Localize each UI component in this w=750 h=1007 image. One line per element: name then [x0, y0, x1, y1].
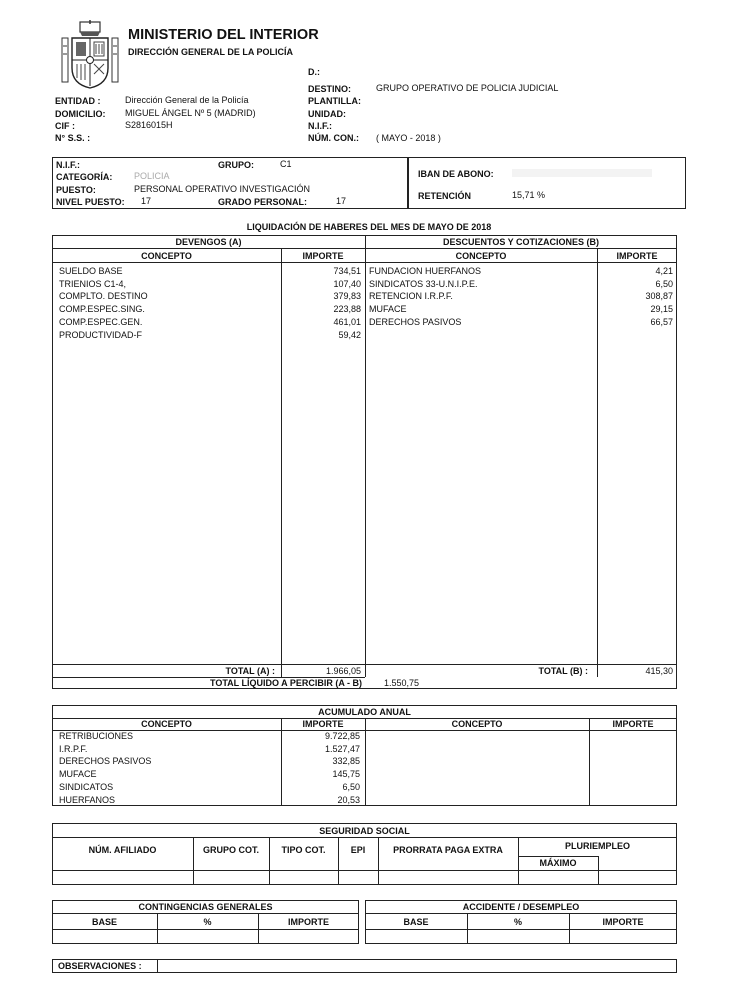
num-afiliado-header: NÚM. AFILIADO	[88, 845, 157, 855]
table-row-importe: 1.527,47	[324, 743, 360, 754]
descuentos-concepto-header: CONCEPTO	[455, 251, 507, 261]
grupo-cot-header: GRUPO COT.	[202, 845, 259, 855]
destino-label: DESTINO:	[308, 84, 352, 94]
maximo-header: MÁXIMO	[539, 858, 577, 868]
table-row-importe: 145,75	[332, 769, 360, 780]
descuentos-importe-header: IMPORTE	[616, 251, 658, 261]
grado-value: 17	[336, 196, 347, 206]
accidente-importe-header: IMPORTE	[602, 917, 644, 927]
table-row-concepto: HUERFANOS	[59, 794, 116, 805]
table-row-concepto: MUFACE	[369, 304, 407, 315]
table-row-importe: 332,85	[332, 756, 360, 767]
acumulado-concepto-header-2: CONCEPTO	[451, 719, 503, 729]
table-row-concepto: TRIENIOS C1-4,	[59, 278, 127, 289]
total-b-value: 415,30	[645, 666, 673, 676]
table-row-concepto: DERECHOS PASIVOS	[369, 316, 462, 327]
contingencias-title: CONTINGENCIAS GENERALES	[138, 902, 273, 912]
puesto-value: PERSONAL OPERATIVO INVESTIGACIÓN	[134, 184, 311, 194]
table-row-importe: 29,15	[650, 304, 673, 315]
iban-redacted	[512, 169, 652, 177]
table-row-concepto: RETENCION I.R.P.F.	[369, 291, 453, 302]
ministry-title: MINISTERIO DEL INTERIOR	[128, 27, 319, 43]
table-row-concepto: FUNDACION HUERFANOS	[369, 266, 482, 276]
d-label: D.:	[308, 67, 320, 77]
prorrata-header: PRORRATA PAGA EXTRA	[393, 845, 503, 855]
iban-label: IBAN DE ABONO:	[418, 169, 494, 179]
acumulado-importe-header: IMPORTE	[302, 719, 344, 729]
accidente-base-header: BASE	[403, 917, 429, 927]
acumulado-importe-header-2: IMPORTE	[612, 719, 654, 729]
table-row-importe: 379,83	[333, 291, 361, 302]
table-row-concepto: COMP.ESPEC.SING.	[59, 304, 145, 315]
devengos-importe-header: IMPORTE	[302, 251, 344, 261]
employee-nif-label: N.I.F.:	[56, 160, 80, 170]
accidente-pct-header: %	[513, 917, 522, 927]
contingencias-pct-header: %	[203, 917, 212, 927]
epi-header: EPI	[350, 845, 366, 855]
numcon-value: ( MAYO - 2018 )	[376, 133, 441, 143]
bank-box	[408, 157, 686, 209]
categoria-label: CATEGORÍA:	[56, 172, 113, 182]
contingencias-importe-header: IMPORTE	[287, 917, 329, 927]
unidad-label: UNIDAD:	[308, 109, 346, 119]
table-row-importe: 223,88	[333, 304, 361, 315]
plantilla-label: PLANTILLA:	[308, 96, 361, 106]
table-row-concepto: SINDICATOS	[59, 781, 114, 792]
header-nif-label: N.I.F.:	[308, 121, 332, 131]
numcon-label: NÚM. CON.:	[308, 133, 359, 143]
table-row-concepto: DERECHOS PASIVOS	[59, 756, 152, 767]
table-row-importe: 66,57	[650, 316, 673, 327]
cif-label: CIF :	[55, 121, 75, 131]
total-a-value: 1.966,05	[325, 666, 361, 676]
table-row-importe: 461,01	[333, 316, 361, 327]
total-a-label: TOTAL (A) :	[225, 666, 275, 676]
total-b-label: TOTAL (B) :	[538, 666, 588, 676]
table-row-concepto: MUFACE	[59, 769, 97, 780]
direction-title: DIRECCIÓN GENERAL DE LA POLICÍA	[128, 47, 294, 57]
observaciones-box	[52, 959, 677, 973]
retencion-value: 15,71 %	[512, 190, 546, 200]
table-row-concepto: RETRIBUCIONES	[59, 731, 134, 741]
devengos-concepto-header: CONCEPTO	[141, 251, 192, 261]
accidente-title: ACCIDENTE / DESEMPLEO	[462, 902, 580, 912]
table-row-importe: 9.722,85	[324, 731, 360, 741]
coat-of-arms-icon	[58, 20, 122, 90]
table-row-importe: 4,21	[655, 266, 673, 276]
table-row-importe: 734,51	[333, 266, 361, 276]
liquido-value: 1.550,75	[384, 678, 420, 688]
table-row-concepto: SINDICATOS 33-U.N.I.P.E.	[369, 278, 478, 289]
categoria-value: POLICIA	[134, 171, 170, 181]
seguridad-title: SEGURIDAD SOCIAL	[319, 826, 410, 836]
table-row-concepto: I.R.P.F.	[59, 743, 88, 754]
nivel-label: NIVEL PUESTO:	[56, 197, 125, 207]
observaciones-label: OBSERVACIONES :	[58, 961, 142, 971]
liquido-label: TOTAL LÍQUIDO A PERCIBIR (A - B)	[210, 678, 362, 688]
descuentos-title: DESCUENTOS Y COTIZACIONES (B)	[442, 237, 600, 247]
table-row-concepto: PRODUCTIVIDAD-F	[59, 329, 142, 340]
domicilio-label: DOMICILIO:	[55, 109, 106, 119]
retencion-label: RETENCIÓN	[418, 191, 472, 201]
domicilio-value: MIGUEL ÁNGEL Nº 5 (MADRID)	[125, 108, 256, 118]
table-row-importe: 6,50	[342, 781, 360, 792]
table-row-concepto: COMP.ESPEC.GEN.	[59, 316, 143, 327]
table-row-importe: 59,42	[338, 329, 361, 340]
tipo-cot-header: TIPO COT.	[281, 845, 326, 855]
acumulado-title: ACUMULADO ANUAL	[318, 707, 411, 717]
acumulado-concepto-header: CONCEPTO	[141, 719, 192, 729]
nss-label: N° S.S. :	[55, 133, 91, 143]
entidad-value: Dirección General de la Policía	[125, 95, 249, 105]
pluriempleo-header: PLURIEMPLEO	[564, 841, 630, 851]
destino-value: GRUPO OPERATIVO DE POLICIA JUDICIAL	[376, 83, 559, 93]
nivel-value: 17	[141, 196, 152, 206]
grupo-label: GRUPO:	[218, 160, 254, 170]
table-row-importe: 20,53	[337, 794, 360, 805]
table-row-concepto: COMPLTO. DESTINO	[59, 291, 148, 302]
table-row-importe: 107,40	[333, 278, 361, 289]
grado-label: GRADO PERSONAL:	[218, 197, 308, 207]
devengos-title: DEVENGOS (A)	[175, 237, 242, 247]
contingencias-base-header: BASE	[91, 917, 117, 927]
table-row-concepto: SUELDO BASE	[59, 266, 123, 276]
grupo-value: C1	[280, 159, 292, 169]
table-row-importe: 6,50	[655, 278, 673, 289]
table-row-importe: 308,87	[645, 291, 673, 302]
liquidacion-title: LIQUIDACIÓN DE HABERES DEL MES DE MAYO DE 2018	[246, 222, 492, 232]
puesto-label: PUESTO:	[56, 185, 96, 195]
entidad-label: ENTIDAD :	[55, 96, 101, 106]
cif-value: S2816015H	[125, 120, 173, 130]
